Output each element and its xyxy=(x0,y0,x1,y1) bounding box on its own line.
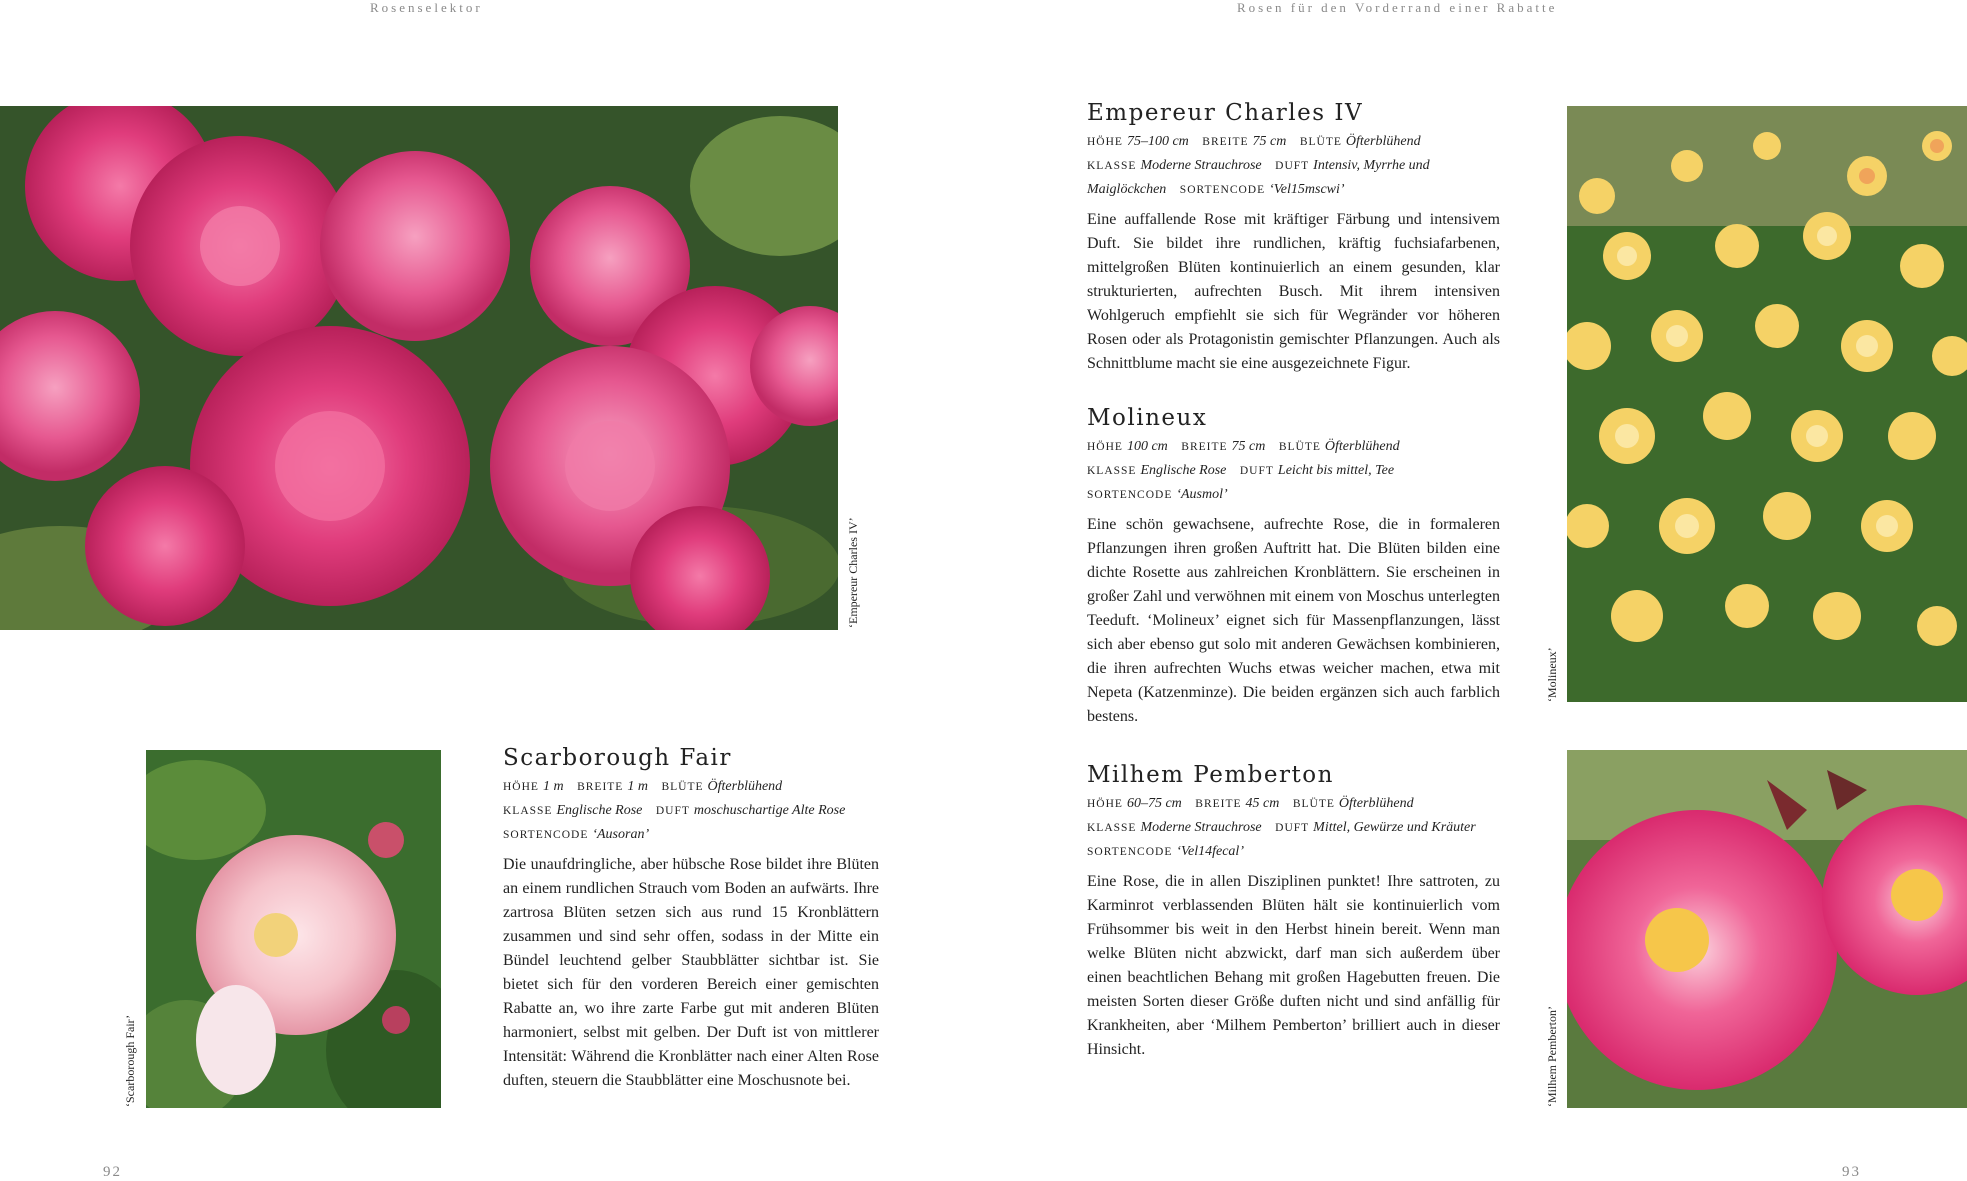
entry-description: Eine schön gewachsene, aufrechte Rose, die in formaleren Pflanzungen ihren großen Auftritt hat. Die Blüten bilden eine dichte Rosette aus zahlreichen Kronblättern. Sie erscheinen in großer Zahl und verwöhnen mit einem von Moschus unterlegten Teeduft. ‘Molineux’ eignet sich für Massenpflanzungen, lässt sich aber ebenso gut solo mit anderen Gewächsen kombinieren, die ihren aufrechten Wuchs etwas weicher machen, etwa mit Nepeta (Katzenminze). Die beiden ergänzen sich auch farblich bestens. xyxy=(1087,516,1500,725)
meta-key-bloom: BLÜTE xyxy=(1299,136,1342,148)
meta-value-height: 100 cm xyxy=(1126,439,1168,454)
meta-key-scent: DUFT xyxy=(1275,822,1310,834)
entry-molineux xyxy=(1087,405,1500,729)
meta-key-scent: DUFT xyxy=(1239,465,1274,477)
meta-value-code: ‘Ausoran’ xyxy=(592,827,650,842)
caption-empereur-charles-iv: ‘Empereur Charles IV’ xyxy=(846,517,860,628)
entry-milhem-pemberton xyxy=(1087,762,1500,1062)
meta-key-height: HÖHE xyxy=(1087,798,1123,810)
page-number-left: 92 xyxy=(103,1164,122,1180)
meta-key-bloom: BLÜTE xyxy=(1278,441,1321,453)
meta-value-bloom: Öfterblühend xyxy=(1338,796,1414,811)
meta-value-width: 75 cm xyxy=(1252,134,1287,149)
entry-meta xyxy=(1087,130,1500,202)
photo-milhem-pemberton xyxy=(1567,750,1967,1108)
meta-key-bloom: BLÜTE xyxy=(661,781,704,793)
meta-key-height: HÖHE xyxy=(1087,136,1123,148)
meta-value-scent: Leicht bis mittel, Tee xyxy=(1277,463,1395,478)
meta-value-scent: Mittel, Gewürze und Kräuter xyxy=(1313,820,1476,835)
meta-value-bloom: Öfterblühend xyxy=(707,779,783,794)
meta-key-width: BREITE xyxy=(1195,798,1242,810)
meta-value-code: ‘Ausmol’ xyxy=(1176,487,1228,502)
yellow-rose-bush-illustration xyxy=(1567,106,1967,702)
meta-value-width: 45 cm xyxy=(1245,796,1280,811)
open-pink-rose-illustration xyxy=(1567,750,1967,1108)
entry-description: Eine auffallende Rose mit kräftiger Färbung und intensivem Duft. Sie bildet ihre rundlichen, kräftig fuchsiafarbenen, mittelgroßen Blüten kontinuierlich an einem gesunden, klar strukturierten, aufrechten Busch. Mit ihrem intensiven Wohlgeruch empfiehlt sie sich für Wegränder vor höheren Rosen oder als Protagonistin gemischter Pflanzungen. Auch als Schnittblume macht sie eine ausgezeichnete Figur. xyxy=(1087,211,1500,372)
photo-scarborough-fair xyxy=(146,750,441,1108)
meta-value-class: Englische Rose xyxy=(1140,463,1227,478)
running-head-left: Rosenselektor xyxy=(370,0,483,15)
page-number-right: 93 xyxy=(1842,1164,1861,1180)
meta-key-width: BREITE xyxy=(577,781,624,793)
meta-value-code: ‘Vel14fecal’ xyxy=(1176,844,1244,859)
photo-molineux xyxy=(1567,106,1967,702)
meta-key-scent: DUFT xyxy=(1275,160,1310,172)
meta-value-class: Moderne Strauchrose xyxy=(1140,158,1262,173)
entry-description: Eine Rose, die in allen Disziplinen punktet! Ihre sattroten, zu Karminrot verblassenden Blüten hält sie kontinuierlich vom Frühsommer bis weit in den Herbst hinein bereit. Wenn man welke Blüten nicht abzwickt, darf man sich außerdem über einen beachtlichen Behang mit großen Hagebutten freuen. Die meisten Sorten dieser Größe duften nicht und sind anfällig für Krankheiten, aber ‘Milhem Pemberton’ brilliert auch in dieser Hinsicht. xyxy=(1087,873,1500,1058)
entry-meta xyxy=(1087,792,1500,864)
meta-key-scent: DUFT xyxy=(655,805,690,817)
meta-key-code: SORTENCODE xyxy=(503,829,589,841)
caption-scarborough-fair: ‘Scarborough Fair’ xyxy=(123,1014,137,1107)
meta-value-class: Moderne Strauchrose xyxy=(1140,820,1262,835)
rose-cluster-illustration xyxy=(0,106,838,630)
meta-key-height: HÖHE xyxy=(503,781,539,793)
entry-title: Scarborough Fair xyxy=(503,745,732,771)
meta-key-bloom: BLÜTE xyxy=(1292,798,1335,810)
running-head-right: Rosen für den Vorderrand einer Rabatte xyxy=(1237,0,1558,15)
meta-key-code: SORTENCODE xyxy=(1087,489,1173,501)
entry-empereur-charles-iv xyxy=(1087,100,1500,376)
meta-key-width: BREITE xyxy=(1202,136,1249,148)
meta-value-code: ‘Vel15mscwi’ xyxy=(1269,182,1345,197)
entry-title: Milhem Pemberton xyxy=(1087,762,1334,788)
meta-value-height: 1 m xyxy=(542,779,564,794)
meta-value-width: 75 cm xyxy=(1231,439,1266,454)
caption-molineux: ‘Molineux’ xyxy=(1545,647,1559,702)
meta-value-bloom: Öfterblühend xyxy=(1324,439,1400,454)
meta-key-class: KLASSE xyxy=(1087,160,1137,172)
entry-description: Die unaufdringliche, aber hübsche Rose bildet ihre Blüten an einem rundlichen Strauch vom Boden an aufwärts. Ihre zartrosa Blüten setzen sich aus rund 15 Kronblättern zusammen und sind sehr offen, sodass in der Mitte ein Bündel leuchtend gelber Staubblätter sichtbar ist. Sie bietet sich für den vorderen Bereich einer gemischten Rabatte an, wo ihre zarte Farbe gut mit anderen Blüten harmoniert, selbst mit gelben. Der Duft ist von mittlerer Intensität: Während die Kronblätter nach einer Alten Rose duften, steuern die Staubblätter eine Moschusnote bei. xyxy=(503,856,879,1089)
entry-title: Empereur Charles IV xyxy=(1087,100,1364,126)
meta-value-scent: moschuschartige Alte Rose xyxy=(693,803,846,818)
meta-value-bloom: Öfterblühend xyxy=(1345,134,1421,149)
meta-key-height: HÖHE xyxy=(1087,441,1123,453)
entry-scarborough-fair xyxy=(503,745,879,1093)
meta-key-class: KLASSE xyxy=(503,805,553,817)
meta-key-class: KLASSE xyxy=(1087,465,1137,477)
photo-empereur-charles-iv xyxy=(0,106,838,630)
meta-value-height: 75–100 cm xyxy=(1126,134,1189,149)
entry-meta xyxy=(1087,435,1500,507)
meta-value-height: 60–75 cm xyxy=(1126,796,1182,811)
entry-meta xyxy=(503,775,879,847)
meta-value-scent: Intensiv, Myrrhe und Maiglöckchen xyxy=(1087,158,1430,197)
entry-title: Molineux xyxy=(1087,405,1208,431)
meta-key-width: BREITE xyxy=(1181,441,1228,453)
meta-key-class: KLASSE xyxy=(1087,822,1137,834)
light-pink-rose-illustration xyxy=(146,750,441,1108)
meta-value-class: Englische Rose xyxy=(556,803,643,818)
meta-key-code: SORTENCODE xyxy=(1179,184,1266,196)
meta-value-width: 1 m xyxy=(627,779,648,794)
meta-key-code: SORTENCODE xyxy=(1087,846,1173,858)
caption-milhem-pemberton: ‘Milhem Pemberton’ xyxy=(1545,1006,1559,1107)
